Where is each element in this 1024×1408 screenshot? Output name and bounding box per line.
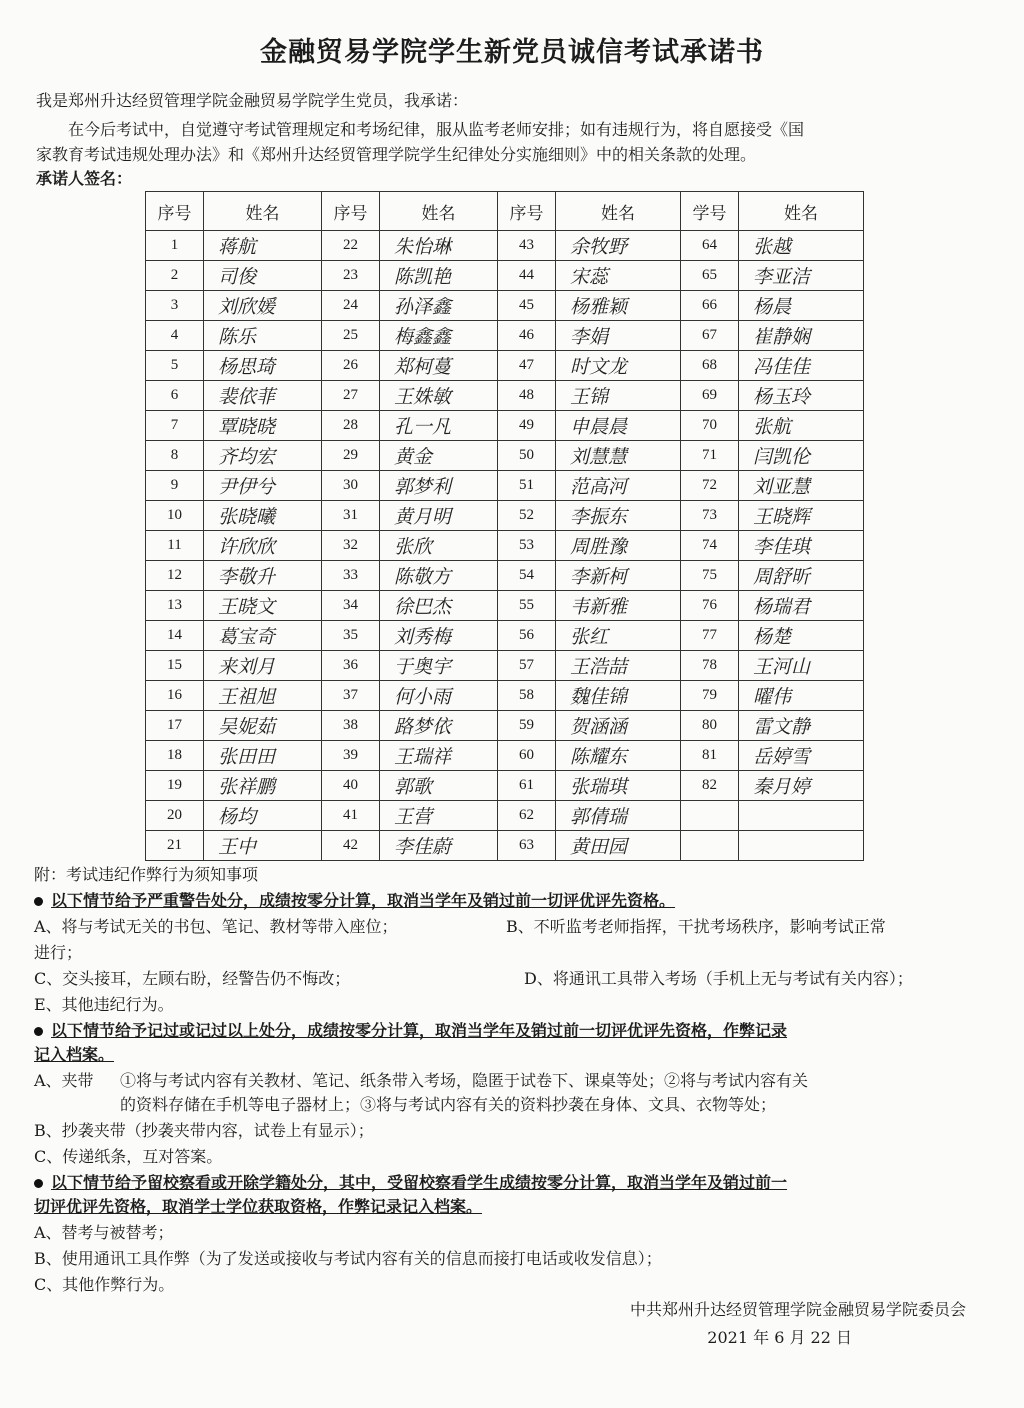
col-header-index-3: 序号: [498, 192, 556, 231]
signature-name: 魏佳锦: [556, 681, 681, 711]
signature-name: 覃晓晓: [204, 411, 322, 441]
signature-name: 张晓曦: [204, 501, 322, 531]
table-row: [146, 711, 864, 741]
row-index: 9: [146, 471, 204, 501]
row-index: 63: [498, 831, 556, 861]
row-index: 50: [498, 441, 556, 471]
signature-name: 张瑞琪: [556, 771, 681, 801]
signature-name: 杨楚: [739, 621, 864, 651]
row-index: 54: [498, 561, 556, 591]
row-index: [681, 831, 739, 861]
row-index: 3: [146, 291, 204, 321]
row-index: 52: [498, 501, 556, 531]
table-row: [146, 351, 864, 381]
signature-name: 李新柯: [556, 561, 681, 591]
signature-name: 徐巴杰: [380, 591, 498, 621]
row-index: 10: [146, 501, 204, 531]
signature-name: 王瑞祥: [380, 741, 498, 771]
row-index: 16: [146, 681, 204, 711]
row-index: 17: [146, 711, 204, 741]
table-row: [146, 801, 864, 831]
row-index: 2: [146, 261, 204, 291]
signature-name: 王祖旭: [204, 681, 322, 711]
signature-name: 李亚洁: [739, 261, 864, 291]
signature-name: 余牧野: [556, 231, 681, 261]
bullet-icon: [34, 897, 43, 906]
signer-label: 承诺人签名：: [36, 169, 133, 188]
signature-name: 孙泽鑫: [380, 291, 498, 321]
row-index: 23: [322, 261, 380, 291]
section-2-item-a-line-2: 的资料存储在手机等电子器材上；③将与考试内容有关的资料抄袭在身体、文具、衣物等处；: [120, 1095, 777, 1114]
table-row: [146, 231, 864, 261]
signature-name: 岳婷雪: [739, 741, 864, 771]
row-index: 64: [681, 231, 739, 261]
signature-name: 杨思琦: [204, 351, 322, 381]
row-index: 28: [322, 411, 380, 441]
row-index: 76: [681, 591, 739, 621]
signature-name: 黄金: [380, 441, 498, 471]
row-index: 8: [146, 441, 204, 471]
row-index: 15: [146, 651, 204, 681]
row-index: 66: [681, 291, 739, 321]
row-index: 47: [498, 351, 556, 381]
row-index: 25: [322, 321, 380, 351]
col-header-name-1: 姓名: [204, 192, 322, 231]
row-index: 34: [322, 591, 380, 621]
signature-name: 吴妮茹: [204, 711, 322, 741]
signature-name: 黄田园: [556, 831, 681, 861]
row-index: 40: [322, 771, 380, 801]
row-index: 22: [322, 231, 380, 261]
signature-name: 范高河: [556, 471, 681, 501]
intro-pledge-line-2: 家教育考试违规处理办法》和《郑州升达经贸管理学院学生纪律处分实施细则》中的相关条款的处理。: [36, 145, 757, 164]
signature-name: 李佳琪: [739, 531, 864, 561]
row-index: 14: [146, 621, 204, 651]
signature-name: 尹伊兮: [204, 471, 322, 501]
bullet-icon: [34, 1027, 43, 1036]
row-index: 56: [498, 621, 556, 651]
section-2-item-c: C、传递纸条，互对答案。: [34, 1147, 223, 1166]
signature-name: 张红: [556, 621, 681, 651]
row-index: [681, 801, 739, 831]
signature-name: 刘亚慧: [739, 471, 864, 501]
section-3-title-cont: 切评优评先资格，取消学士学位获取资格，作弊记录记入档案。: [34, 1197, 483, 1216]
signature-name: 何小雨: [380, 681, 498, 711]
intro-pledge-line-1: 在今后考试中，自觉遵守考试管理规定和考场纪律，服从监考老师安排；如有违规行为，将自愿接受《国: [68, 120, 805, 139]
table-row: [146, 621, 864, 651]
section-3-item-a: A、替考与被替考；: [34, 1223, 174, 1242]
page-title: 金融贸易学院学生新党员诚信考试承诺书: [260, 37, 764, 68]
signature-name: 杨均: [204, 801, 322, 831]
row-index: 49: [498, 411, 556, 441]
signature-name: 杨雅颖: [556, 291, 681, 321]
signature-name: 宋蕊: [556, 261, 681, 291]
signature-name: 周胜豫: [556, 531, 681, 561]
intro-statement: 我是郑州升达经贸管理学院金融贸易学院学生党员，我承诺：: [36, 91, 469, 110]
table-row: [146, 291, 864, 321]
row-index: 38: [322, 711, 380, 741]
signature-name: 闫凯伦: [739, 441, 864, 471]
row-index: 20: [146, 801, 204, 831]
row-index: 5: [146, 351, 204, 381]
section-1-title: 以下情节给予严重警告处分，成绩按零分计算，取消当学年及销过前一切评优评先资格。: [34, 888, 675, 911]
section-2-item-a-label: A、夹带: [34, 1071, 94, 1090]
signature-name: 王河山: [739, 651, 864, 681]
col-header-index-1: 序号: [146, 192, 204, 231]
table-row: [146, 471, 864, 501]
table-row: [146, 321, 864, 351]
signature-name: 李振东: [556, 501, 681, 531]
section-1-item-b-cont: 进行；: [34, 943, 83, 962]
row-index: 61: [498, 771, 556, 801]
table-row: [146, 411, 864, 441]
table-row: [146, 741, 864, 771]
row-index: 26: [322, 351, 380, 381]
signature-name: 王锦: [556, 381, 681, 411]
signature-name: 刘秀梅: [380, 621, 498, 651]
section-1-item-d: D、将通讯工具带入考场（手机上无与考试有关内容）；: [524, 969, 913, 988]
table-row: [146, 501, 864, 531]
signature-name: 郑柯蔓: [380, 351, 498, 381]
notes-heading: 附：考试违纪作弊行为须知事项: [34, 865, 259, 884]
row-index: 57: [498, 651, 556, 681]
signature-name: [739, 801, 864, 831]
signature-name: 郭歌: [380, 771, 498, 801]
signature-name: 秦月婷: [739, 771, 864, 801]
signature-name: 陈乐: [204, 321, 322, 351]
section-3-item-b: B、使用通讯工具作弊（为了发送或接收与考试内容有关的信息而接打电话或收发信息）；: [34, 1249, 662, 1268]
table-row: [146, 591, 864, 621]
row-index: 39: [322, 741, 380, 771]
row-index: 55: [498, 591, 556, 621]
issuing-organization: 中共郑州升达经贸管理学院金融贸易学院委员会: [629, 1300, 966, 1319]
table-row: [146, 681, 864, 711]
signature-name: 裴依菲: [204, 381, 322, 411]
signature-name: 曜伟: [739, 681, 864, 711]
row-index: 73: [681, 501, 739, 531]
row-index: 18: [146, 741, 204, 771]
row-index: 51: [498, 471, 556, 501]
row-index: 80: [681, 711, 739, 741]
table-row: [146, 831, 864, 861]
signature-name: 郭梦利: [380, 471, 498, 501]
signature-name: 时文龙: [556, 351, 681, 381]
signature-name: 张欣: [380, 531, 498, 561]
section-1-item-a: A、将与考试无关的书包、笔记、教材等带入座位；: [34, 917, 398, 936]
row-index: 53: [498, 531, 556, 561]
signature-name: 朱怡琳: [380, 231, 498, 261]
row-index: 21: [146, 831, 204, 861]
bullet-icon: [34, 1179, 43, 1188]
signature-name: 杨玉玲: [739, 381, 864, 411]
signature-name: 陈凯艳: [380, 261, 498, 291]
signature-name: 李娟: [556, 321, 681, 351]
signature-name: 黄月明: [380, 501, 498, 531]
section-1-item-c: C、交头接耳，左顾右盼，经警告仍不悔改；: [34, 969, 351, 988]
row-index: 71: [681, 441, 739, 471]
row-index: 36: [322, 651, 380, 681]
row-index: 31: [322, 501, 380, 531]
section-2-item-b: B、抄袭夹带（抄袭夹带内容，试卷上有显示）；: [34, 1121, 374, 1140]
signature-name: 张越: [739, 231, 864, 261]
col-header-index-2: 序号: [322, 192, 380, 231]
row-index: 6: [146, 381, 204, 411]
signature-name: 贺涵涵: [556, 711, 681, 741]
signature-name: 刘欣媛: [204, 291, 322, 321]
signature-name: 葛宝奇: [204, 621, 322, 651]
row-index: 35: [322, 621, 380, 651]
row-index: 1: [146, 231, 204, 261]
signature-name: 许欣欣: [204, 531, 322, 561]
row-index: 81: [681, 741, 739, 771]
section-1-item-b: B、不听监考老师指挥，干扰考场秩序，影响考试正常: [506, 917, 886, 936]
col-header-index-4: 学号: [681, 192, 739, 231]
signature-name: 郭倩瑞: [556, 801, 681, 831]
section-2-title-cont: 记入档案。: [34, 1045, 115, 1064]
table-row: [146, 531, 864, 561]
section-3-title: 以下情节给予留校察看或开除学籍处分，其中，受留校察看学生成绩按零分计算，取消当学年及销过前一: [34, 1170, 787, 1193]
signature-name: 王营: [380, 801, 498, 831]
signature-name: 李敬升: [204, 561, 322, 591]
signature-name: 周舒昕: [739, 561, 864, 591]
row-index: 24: [322, 291, 380, 321]
row-index: 65: [681, 261, 739, 291]
row-index: 77: [681, 621, 739, 651]
row-index: 44: [498, 261, 556, 291]
signature-name: 于奥宇: [380, 651, 498, 681]
row-index: 58: [498, 681, 556, 711]
section-2-item-a-line-1: ①将与考试内容有关教材、笔记、纸条带入考场，隐匿于试卷下、课桌等处；②将与考试内容有关: [120, 1071, 809, 1090]
table-header-row: [146, 192, 864, 231]
row-index: 12: [146, 561, 204, 591]
signature-name: 杨瑞君: [739, 591, 864, 621]
signature-name: 崔静娴: [739, 321, 864, 351]
signature-name: 张祥鹏: [204, 771, 322, 801]
signature-name: 韦新雅: [556, 591, 681, 621]
signature-name: 申晨晨: [556, 411, 681, 441]
section-2-title: 以下情节给予记过或记过以上处分，成绩按零分计算，取消当学年及销过前一切评优评先资格，作弊记录: [34, 1018, 787, 1041]
table-row: [146, 771, 864, 801]
table-row: [146, 381, 864, 411]
row-index: 72: [681, 471, 739, 501]
signature-name: 梅鑫鑫: [380, 321, 498, 351]
signature-name: 陈耀东: [556, 741, 681, 771]
row-index: 19: [146, 771, 204, 801]
row-index: 27: [322, 381, 380, 411]
row-index: 82: [681, 771, 739, 801]
row-index: 45: [498, 291, 556, 321]
section-1-item-e: E、其他违纪行为。: [34, 995, 174, 1014]
row-index: 68: [681, 351, 739, 381]
row-index: 79: [681, 681, 739, 711]
row-index: 29: [322, 441, 380, 471]
row-index: 46: [498, 321, 556, 351]
signature-name: [739, 831, 864, 861]
row-index: 11: [146, 531, 204, 561]
table-row: [146, 441, 864, 471]
table-row: [146, 261, 864, 291]
signature-name: 刘慧慧: [556, 441, 681, 471]
signature-name: 王中: [204, 831, 322, 861]
signature-name: 蒋航: [204, 231, 322, 261]
row-index: 43: [498, 231, 556, 261]
signature-name: 司俊: [204, 261, 322, 291]
signature-name: 张航: [739, 411, 864, 441]
signature-name: 雷文静: [739, 711, 864, 741]
signature-name: 王晓辉: [739, 501, 864, 531]
row-index: 32: [322, 531, 380, 561]
row-index: 42: [322, 831, 380, 861]
signature-name: 王浩喆: [556, 651, 681, 681]
col-header-name-4: 姓名: [739, 192, 864, 231]
section-3-item-c: C、其他作弊行为。: [34, 1275, 175, 1294]
signature-table: [145, 191, 864, 861]
row-index: 69: [681, 381, 739, 411]
table-row: [146, 651, 864, 681]
row-index: 37: [322, 681, 380, 711]
signature-table-body: [146, 231, 864, 861]
row-index: 60: [498, 741, 556, 771]
row-index: 74: [681, 531, 739, 561]
row-index: 70: [681, 411, 739, 441]
table-row: [146, 561, 864, 591]
row-index: 41: [322, 801, 380, 831]
issue-date: 2021 年 6 月 22 日: [707, 1328, 852, 1347]
signature-name: 王晓文: [204, 591, 322, 621]
row-index: 59: [498, 711, 556, 741]
signature-name: 杨晨: [739, 291, 864, 321]
row-index: 7: [146, 411, 204, 441]
signature-name: 路梦依: [380, 711, 498, 741]
col-header-name-3: 姓名: [556, 192, 681, 231]
signature-name: 来刘月: [204, 651, 322, 681]
signature-name: 王姝敏: [380, 381, 498, 411]
row-index: 75: [681, 561, 739, 591]
row-index: 30: [322, 471, 380, 501]
row-index: 78: [681, 651, 739, 681]
signature-name: 齐均宏: [204, 441, 322, 471]
row-index: 13: [146, 591, 204, 621]
row-index: 33: [322, 561, 380, 591]
row-index: 62: [498, 801, 556, 831]
signature-name: 冯佳佳: [739, 351, 864, 381]
signature-name: 张田田: [204, 741, 322, 771]
signature-name: 李佳蔚: [380, 831, 498, 861]
row-index: 67: [681, 321, 739, 351]
signature-name: 陈敬方: [380, 561, 498, 591]
row-index: 48: [498, 381, 556, 411]
row-index: 4: [146, 321, 204, 351]
col-header-name-2: 姓名: [380, 192, 498, 231]
signature-name: 孔一凡: [380, 411, 498, 441]
